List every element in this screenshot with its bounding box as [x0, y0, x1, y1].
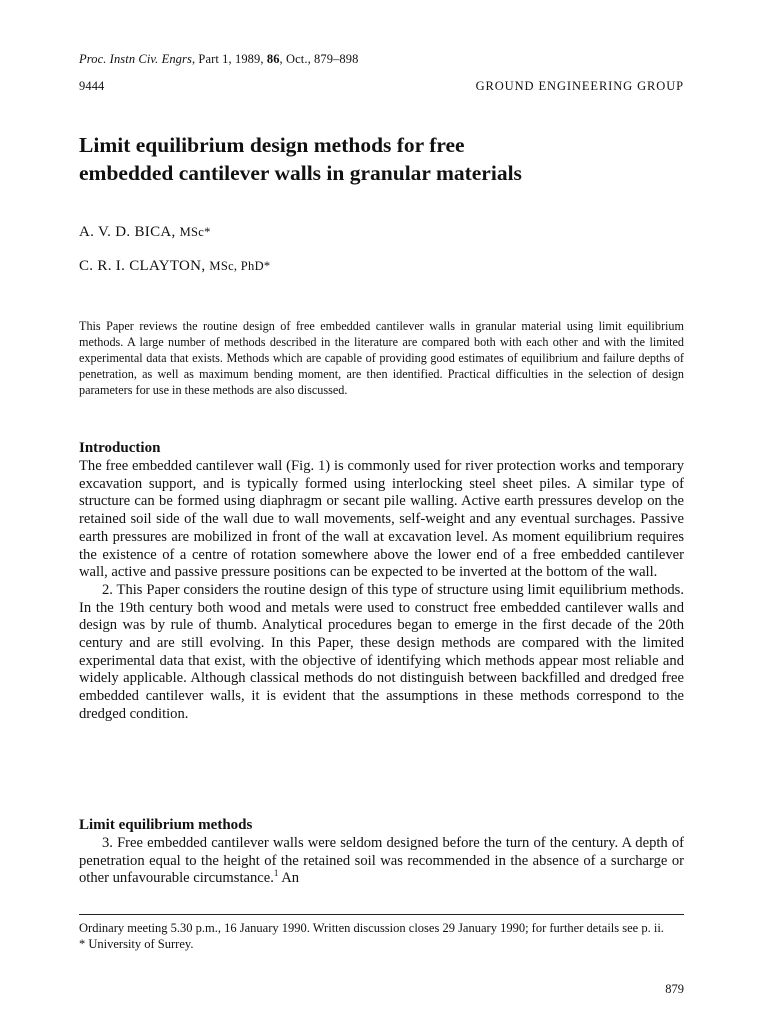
citation-pages: , Oct., 879–898: [279, 52, 359, 66]
reference-marker: 1: [273, 868, 279, 879]
paragraph: 2. This Paper considers the routine design of this type of structure using limit equilibrium methods. In the 19th century both wood and metals were used to construct free embedded cantilever walls and design was by rule of thumb. Analytical procedures began to emerge in the first decade of the 20th century and are still evolving. In this Paper, these design methods are compared with the limited experimental data that exist, with the objective of identifying which methods appear most reliable and widely applicable. Although classical methods do not distinguish between backfilled and dredged free embedded cantilever walls, it is evident that the assumptions in these methods correspond to the dredged condition.: [79, 581, 684, 722]
paper-number: 9444: [79, 79, 105, 93]
group-name: GROUND ENGINEERING GROUP: [475, 79, 684, 93]
citation-volume: 86: [266, 52, 280, 66]
footnote-divider: [79, 914, 684, 915]
paragraph-text: 3. Free embedded cantilever walls were seldom designed before the turn of the century. A depth of penetration equal to the height of the retained soil was recommended in the absence of a surcharge or other unfavourable circumstance.: [79, 835, 684, 887]
header-row: [79, 79, 684, 94]
introduction-body: [79, 458, 684, 724]
abstract: This Paper reviews the routine design of free embedded cantilever walls in granular material using limit equilibrium methods. A large number of methods described in the literature are compared both with each other and with the limited experimental data that exists. Methods which are capable of providing good estimates of equilibrium and failure depths of penetration, as well as maximum bending moment, are then identified. Practical difficulties in the selection of design parameters for use in these methods are also discussed.: [79, 319, 684, 397]
title-line-1: Limit equilibrium design methods for free: [79, 133, 465, 157]
title-line-2: embedded cantilever walls in granular materials: [79, 161, 522, 185]
footnotes: [79, 920, 684, 952]
journal-page: [79, 0, 684, 1024]
author-2: [79, 258, 270, 275]
author-name: A. V. D. BICA,: [79, 224, 180, 240]
paper-title: [79, 131, 684, 187]
paragraph-tail: An: [278, 870, 300, 887]
paragraph: [79, 835, 684, 888]
author-degrees: MSc*: [179, 225, 211, 239]
author-degrees: MSc, PhD*: [209, 259, 271, 273]
journal-name: Proc. Instn Civ. Engrs: [79, 52, 192, 66]
paragraph: The free embedded cantilever wall (Fig. 1) is commonly used for river protection works and temporary excavation support, and is typically formed using interlocking steel sheet piles. A similar type of structure can be formed using diaphragm or secant pile walling. Active earth pressures develop on the retained soil side of the wall due to wall movements, self-weight and any eventual surchages. Passive earth pressures are mobilized in front of the wall at excavation level. As moment equilibrium requires the existence of a centre of rotation somewhere above the lower end of a free embedded cantilever wall, active and passive pressure positions can be expected to be inverted at the bottom of the wall.: [79, 458, 684, 581]
author-1: [79, 224, 211, 241]
footnote-affiliation: * University of Surrey.: [79, 937, 194, 951]
section-heading-introduction: Introduction: [79, 440, 161, 456]
section-heading-limit-equilibrium: Limit equilibrium methods: [79, 817, 253, 833]
page-number: 879: [665, 982, 684, 996]
citation-part: , Part 1, 1989,: [191, 52, 267, 66]
citation-line: [79, 52, 358, 67]
footnote-meeting: Ordinary meeting 5.30 p.m., 16 January 1990. Written discussion closes 29 January 1990; for further details see p. ii.: [79, 921, 664, 935]
limit-equilibrium-body: [79, 835, 684, 888]
author-name: C. R. I. CLAYTON,: [79, 258, 210, 274]
